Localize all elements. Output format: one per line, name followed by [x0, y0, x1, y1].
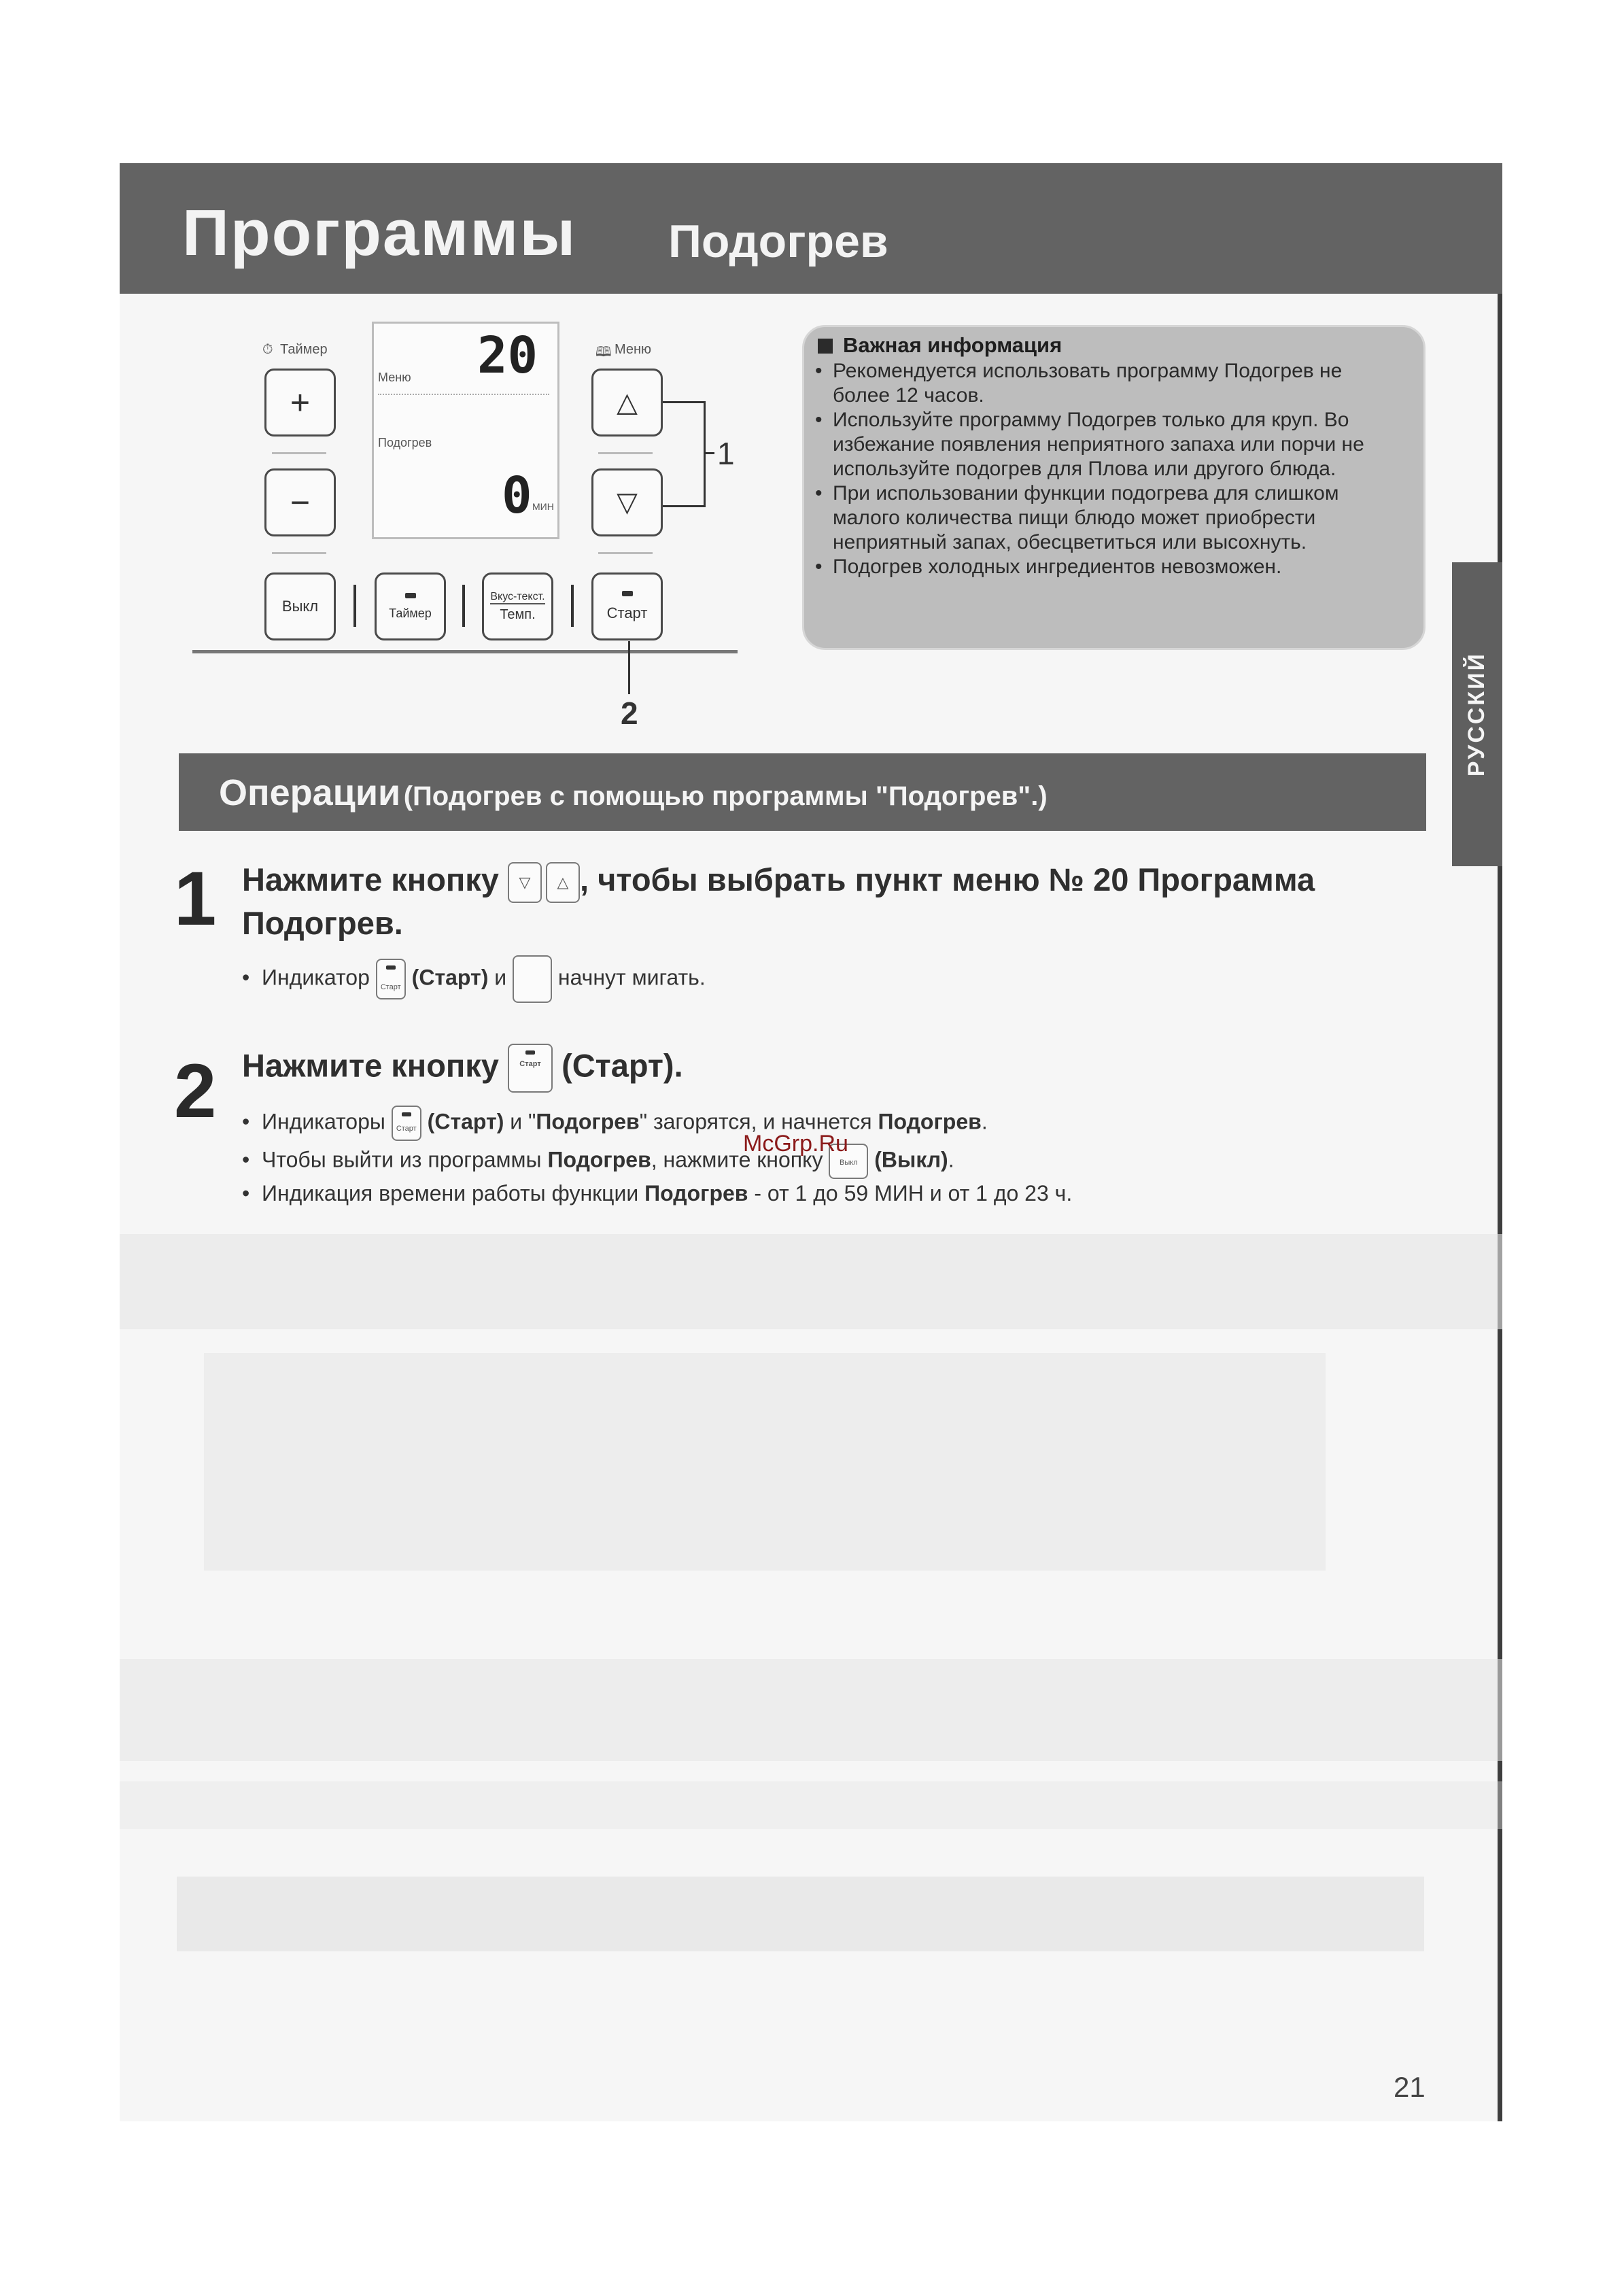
- step-1-bullet: • Индикатор Старт (Старт) и начнут мигать.: [242, 955, 706, 1003]
- plus-button[interactable]: [264, 369, 336, 437]
- plus-icon: +: [290, 383, 311, 422]
- page-subtitle: Подогрев: [668, 216, 888, 267]
- info-list: [811, 359, 1402, 579]
- separator: [462, 585, 465, 627]
- display-warm-value: 0: [502, 466, 532, 525]
- start-led-icon: [622, 591, 633, 596]
- menu-label: Меню: [615, 342, 652, 357]
- menu-up-button[interactable]: [591, 369, 663, 437]
- text: и: [494, 965, 507, 990]
- display-warm-label: Подогрев: [378, 436, 432, 449]
- temp-label: Темп.: [500, 606, 536, 622]
- page-number: 21: [1394, 2071, 1426, 2103]
- text: , нажмите кнопку: [651, 1147, 823, 1172]
- display-divider: [378, 394, 549, 396]
- language-tab-label: РУССКИЙ: [1464, 651, 1490, 777]
- separator: [571, 585, 574, 627]
- start-icon-label: Старт: [519, 1060, 541, 1068]
- operations-subtitle: (Подогрев с помощью программы "Подогрев".): [403, 781, 1048, 811]
- step-2-title: [242, 1044, 683, 1093]
- start-indicator-icon: [392, 1106, 421, 1141]
- divider: [598, 552, 653, 554]
- minus-button[interactable]: [264, 468, 336, 536]
- step-2-number: 2: [174, 1048, 217, 1133]
- start-button[interactable]: [591, 572, 663, 640]
- step-2-title-b: (Старт).: [562, 1047, 683, 1084]
- triangle-up-icon: △: [617, 388, 638, 417]
- show-through-block: [204, 1353, 1326, 1571]
- divider: [272, 452, 326, 454]
- step-1-title-c: Подогрев.: [242, 904, 403, 941]
- show-through-block: [177, 1877, 1424, 1951]
- text: " загорятся, и начнется: [639, 1109, 872, 1134]
- warm-indicator-icon: [513, 955, 552, 1003]
- display-menu-value: 20: [477, 326, 538, 385]
- step-2-bullet-1: • Индикаторы Старт (Старт) и "Подогрев" загорятся, и начнется Подогрев.: [242, 1106, 988, 1141]
- separator: [353, 585, 356, 627]
- step-2-bullet-3: • Индикация времени работы функции Подогрев - от 1 до 59 МИН и от 1 до 23 ч.: [242, 1181, 1073, 1205]
- up-button-icon: △: [546, 862, 580, 903]
- callout-line-2: [628, 641, 630, 694]
- info-item: • Рекомендуется использовать программу Подогрев не более 12 часов.: [811, 359, 1402, 408]
- timer-button-label: Таймер: [389, 606, 432, 620]
- callout-2: 2: [621, 696, 638, 731]
- step-2-title-a: Нажмите кнопку: [242, 1047, 499, 1084]
- info-item: • Подогрев холодных ингредиентов невозможен.: [811, 555, 1402, 579]
- text: (Старт): [427, 1109, 504, 1134]
- divider: [598, 452, 653, 454]
- off-button[interactable]: [264, 572, 336, 640]
- start-icon-label: Старт: [396, 1125, 417, 1133]
- timer-button[interactable]: [375, 572, 446, 640]
- timer-led-icon: [405, 593, 416, 598]
- panel-base-line: [192, 650, 738, 653]
- texture-label: Вкус-текст.: [490, 591, 545, 604]
- info-square-icon: [818, 339, 833, 354]
- text: Подогрев: [878, 1109, 982, 1134]
- start-indicator-icon: [376, 959, 406, 999]
- book-icon: 🕮: [595, 345, 612, 360]
- show-through-block: [120, 1781, 1502, 1829]
- text: Индикаторы: [261, 1109, 385, 1134]
- text: .: [981, 1109, 988, 1134]
- page-title: Программы: [182, 196, 577, 269]
- text: Индикация времени работы функции: [261, 1181, 639, 1205]
- show-through-block: [120, 1234, 1502, 1329]
- info-item: • Используйте программу Подогрев только для круп. Во избежание появления неприятного запаха или порчи не используйте подогрев для Плова или другого блюда.: [811, 408, 1402, 481]
- text: (Выкл): [874, 1147, 948, 1172]
- start-button-icon: [508, 1044, 553, 1093]
- divider: [272, 552, 326, 554]
- operations-title: Операции: [219, 772, 401, 813]
- text: начнут мигать.: [557, 965, 706, 990]
- start-icon-label: Старт: [380, 983, 401, 991]
- text: .: [948, 1147, 954, 1172]
- text: Подогрев: [644, 1181, 748, 1205]
- start-button-label: Старт: [606, 604, 648, 621]
- display-warm-unit: МИН: [532, 501, 554, 512]
- timer-icon: ⏱: [262, 342, 273, 357]
- watermark: McGrp.Ru: [743, 1131, 848, 1157]
- texture-temp-button[interactable]: [482, 572, 553, 640]
- text: - от 1 до 59 МИН и от 1 до 23 ч.: [754, 1181, 1073, 1205]
- callout-line: [704, 452, 714, 454]
- down-button-icon: ▽: [508, 862, 542, 903]
- timer-label: Таймер: [280, 342, 328, 357]
- step-1-number: 1: [174, 856, 217, 941]
- show-through-block: [120, 1659, 1502, 1761]
- triangle-down-icon: ▽: [617, 488, 638, 517]
- info-item: • При использовании функции подогрева для слишком малого количества пищи блюдо может приобрести неприятный запах, обесцветиться или высохнуть.: [811, 481, 1402, 555]
- text: и ": [510, 1109, 536, 1134]
- text: Индикатор: [261, 965, 370, 990]
- text: Подогрев: [536, 1109, 640, 1134]
- step-1-title-b: , чтобы выбрать пункт меню № 20 Программа: [580, 861, 1315, 897]
- display-menu-label: Меню: [378, 371, 411, 384]
- operations-header: [219, 772, 1048, 814]
- text: Подогрев: [547, 1147, 651, 1172]
- callout-1: 1: [717, 436, 735, 471]
- menu-down-button[interactable]: [591, 468, 663, 536]
- off-icon-label: Выкл: [840, 1159, 858, 1167]
- minus-icon: −: [290, 483, 311, 521]
- text: Чтобы выйти из программы: [261, 1147, 542, 1172]
- step-1-title-a: Нажмите кнопку: [242, 861, 499, 897]
- text: (Старт): [411, 965, 489, 990]
- language-tab-label-wrap: [1452, 562, 1502, 866]
- step-2-bullet-2: • Чтобы выйти из программы Подогрев, нажмите кнопку Выкл (Выкл).: [242, 1144, 954, 1179]
- step-1-title: [242, 859, 1438, 944]
- callout-bracket: [663, 401, 706, 507]
- info-title: Важная информация: [843, 333, 1062, 357]
- off-button-label: Выкл: [281, 598, 319, 615]
